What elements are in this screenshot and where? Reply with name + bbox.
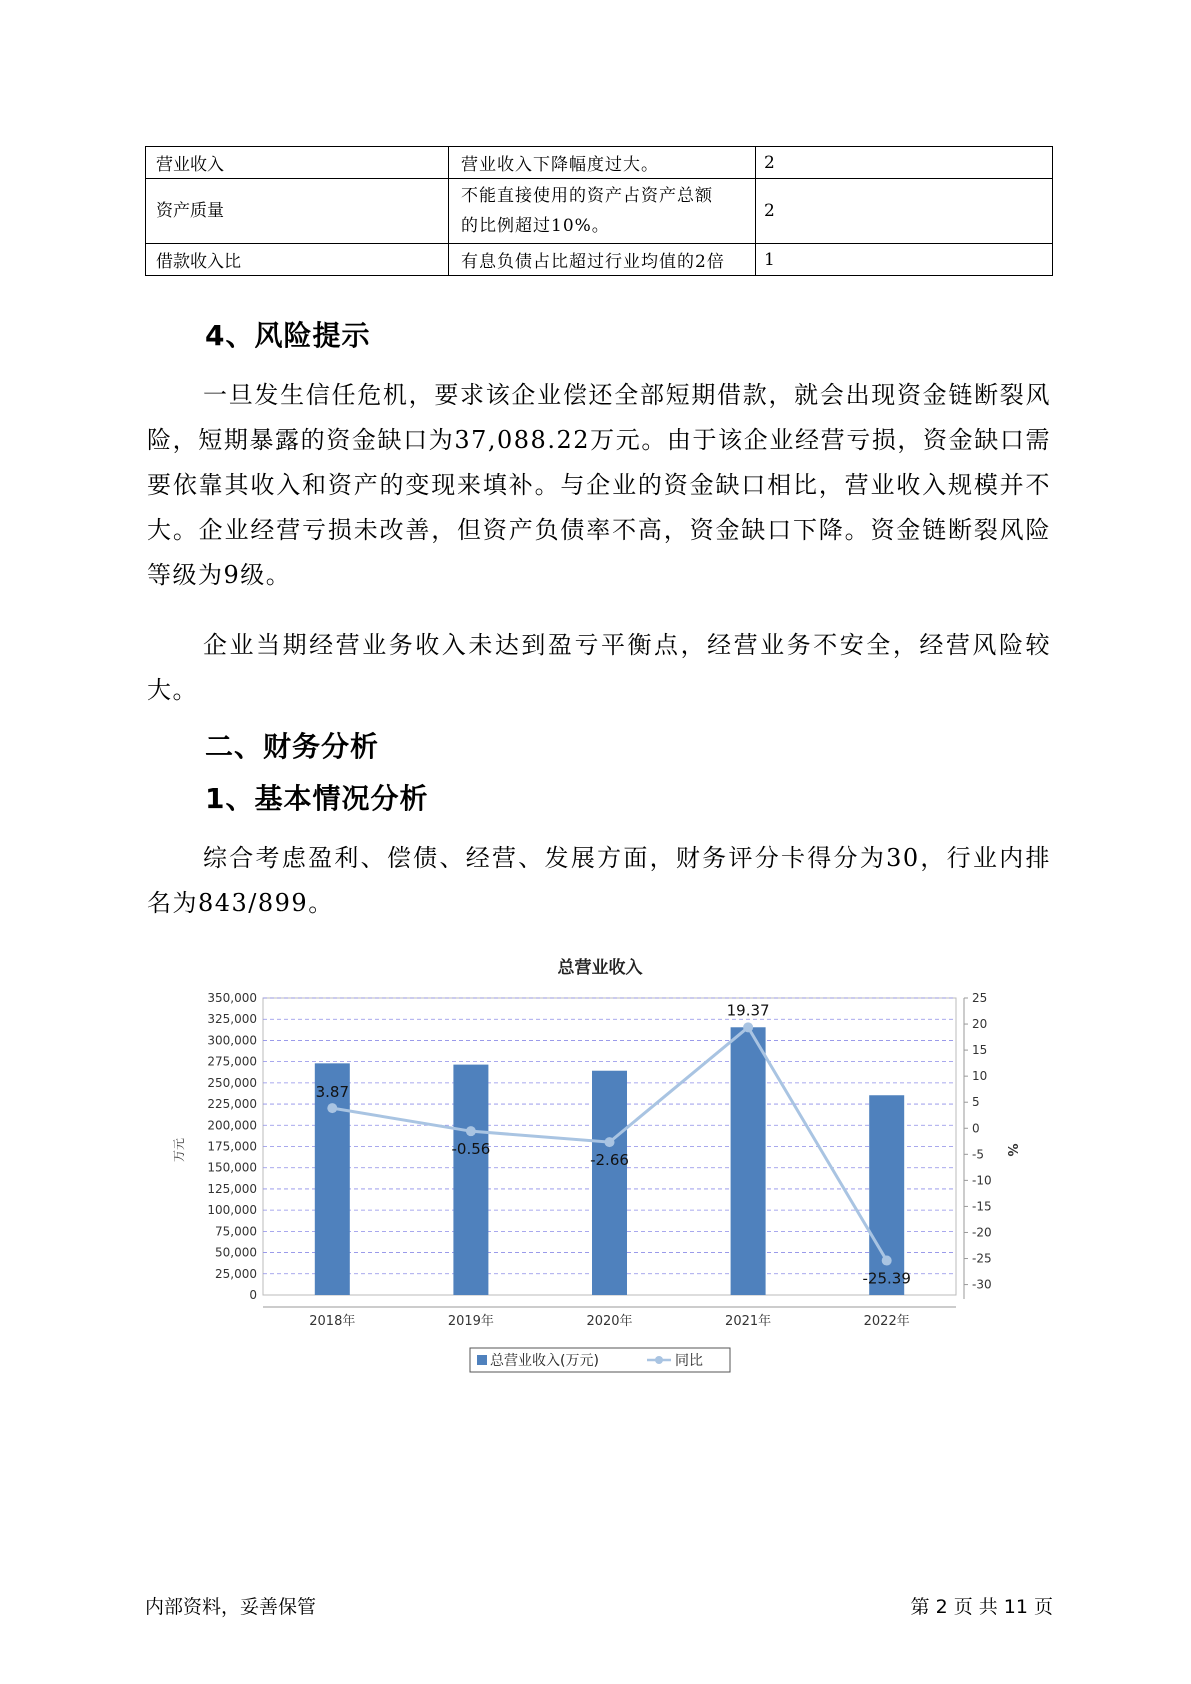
legend-bar-label: 总营业收入(万元) [490, 1353, 599, 1369]
x-tick-label: 2020年 [586, 1314, 633, 1329]
y-tick-label-left: 350,000 [207, 991, 257, 1005]
y-tick-label-right: -15 [972, 1199, 992, 1214]
y-tick-label-left: 50,000 [215, 1245, 257, 1260]
y-tick-label-right: -5 [972, 1147, 984, 1162]
y-tick-label-right: 5 [972, 1095, 980, 1110]
table-row [146, 147, 1053, 179]
footer-confidential-note: 内部资料，妥善保管 [145, 1596, 317, 1618]
indicator-description: 不能直接使用的资产占资产总额 的比例超过10%。 [449, 179, 756, 244]
basic-analysis-heading: 1、基本情况分析 [205, 782, 429, 815]
indicator-score: 2 [756, 147, 1053, 179]
y-tick-label-right: 25 [972, 991, 988, 1005]
revenue-chart-svg [170, 950, 1030, 1420]
indicator-score: 2 [756, 179, 1053, 244]
risk-paragraph-2: 企业当期经营业务收入未达到盈亏平衡点，经营业务不安全，经营风险较大。 [147, 631, 1051, 704]
yoy-data-label: -0.56 [451, 1140, 491, 1159]
yoy-data-label: 19.37 [726, 1001, 770, 1020]
y-tick-label-left: 250,000 [207, 1075, 257, 1090]
y-tick-label-right: -30 [972, 1277, 992, 1292]
y-tick-label-right: -25 [972, 1251, 992, 1266]
basic-analysis-paragraph: 综合考虑盈利、偿债、经营、发展方面，财务评分卡得分为30，行业内排名为843/899。 [147, 844, 1051, 917]
yoy-data-label: -2.66 [590, 1151, 629, 1170]
revenue-bar [451, 1065, 491, 1295]
y-tick-label-right: -20 [972, 1225, 992, 1240]
finance-heading: 二、财务分析 [205, 730, 380, 763]
revenue-bar [592, 1071, 627, 1295]
y-tick-label-left: 225,000 [207, 1097, 257, 1112]
yoy-data-label: 3.87 [315, 1083, 350, 1102]
y-tick-label-left: 100,000 [207, 1203, 257, 1218]
y-tick-label-left: 300,000 [207, 1033, 257, 1048]
revenue-bar [731, 1027, 766, 1295]
y-tick-label-left: 175,000 [207, 1139, 257, 1154]
legend-line-marker [655, 1356, 663, 1364]
y-tick-label-left: 25,000 [215, 1266, 257, 1281]
x-tick-label: 2018年 [309, 1314, 356, 1329]
table-row [146, 179, 1053, 244]
legend-line-label: 同比 [675, 1353, 703, 1369]
yoy-point [466, 1126, 476, 1136]
y-tick-label-right: -10 [972, 1173, 992, 1188]
yoy-point [605, 1137, 615, 1147]
legend [470, 1348, 730, 1372]
indicator-name: 营业收入 [146, 147, 449, 179]
indicator-name: 借款收入比 [146, 244, 449, 276]
x-tick-label: 2019年 [447, 1314, 494, 1329]
y-tick-label-right: 20 [972, 1017, 988, 1032]
yoy-data-label: -25.39 [862, 1269, 911, 1288]
y-tick-label-left: 0 [249, 1288, 257, 1302]
revenue-chart [170, 950, 1030, 1420]
y-tick-label-left: 325,000 [207, 1012, 257, 1027]
indicator-description: 营业收入下降幅度过大。 [449, 147, 756, 179]
y-axis-right-label: % [1004, 1143, 1019, 1157]
y-tick-label-right: 15 [972, 1043, 988, 1058]
legend-bar-swatch [477, 1355, 487, 1365]
indicator-score: 1 [756, 244, 1053, 276]
y-tick-label-left: 125,000 [207, 1181, 257, 1196]
risk-paragraph-1: 一旦发生信任危机，要求该企业偿还全部短期借款，就会出现资金链断裂风险，短期暴露的资金缺口为37,088.22万元。由于该企业经营亏损，资金缺口需要依靠其收入和资产的变现来填补。与企业的资金缺口相比，营业收入规模并不大。企业经营亏损未改善，但资产负债率不高，资金缺口下降。资金链断裂风险等级为9级。 [147, 381, 1051, 589]
risk-heading: 4、风险提示 [205, 319, 371, 352]
yoy-point [882, 1256, 892, 1266]
yoy-point [327, 1103, 337, 1113]
chart-title: 总营业收入 [557, 958, 643, 978]
footer-page-number: 第 2 页 共 11 页 [910, 1596, 1053, 1618]
y-tick-label-left: 200,000 [207, 1118, 257, 1133]
indicator-description: 有息负债占比超过行业均值的2倍 [449, 244, 756, 276]
yoy-point [743, 1022, 753, 1032]
x-tick-label: 2021年 [725, 1314, 772, 1329]
y-tick-label-left: 75,000 [215, 1224, 257, 1239]
y-tick-label-right: 0 [972, 1121, 980, 1136]
table-row [146, 244, 1053, 276]
y-tick-label-left: 275,000 [207, 1054, 257, 1069]
risk-indicator-table [145, 146, 1053, 276]
y-tick-label-left: 150,000 [207, 1160, 257, 1175]
y-tick-label-right: 10 [972, 1069, 988, 1084]
y-axis-left-label: 万元 [172, 1137, 186, 1163]
x-tick-label: 2022年 [863, 1314, 910, 1329]
indicator-name: 资产质量 [146, 179, 449, 244]
